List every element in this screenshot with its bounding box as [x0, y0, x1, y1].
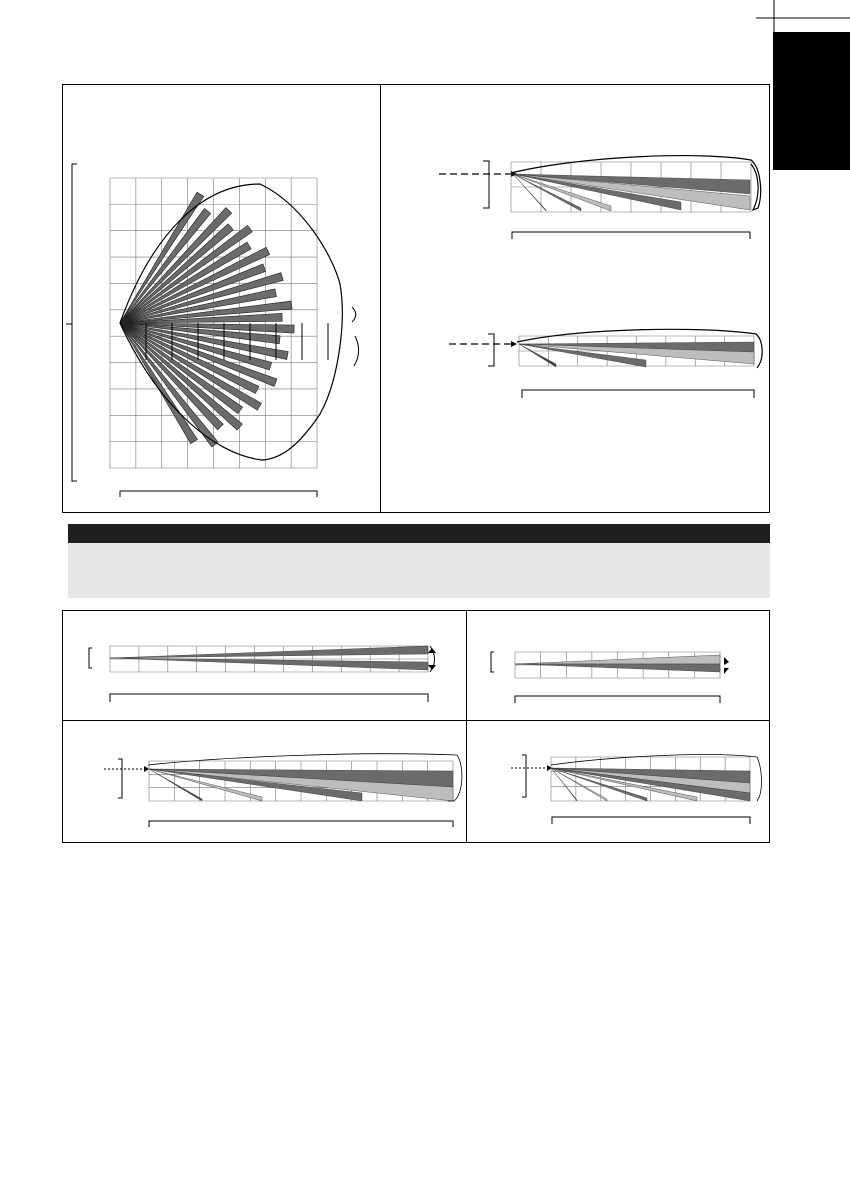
- height-bracket: [483, 161, 489, 208]
- long-range-side-view: [62, 721, 466, 843]
- distance-bracket: [515, 696, 720, 703]
- height-bracket: [118, 759, 122, 798]
- width-bracket: [89, 648, 92, 668]
- side-view-diagram-short: [381, 320, 770, 420]
- distance-bracket: [149, 821, 453, 827]
- height-bracket: [488, 334, 494, 366]
- height-bracket: [72, 164, 77, 481]
- distance-bracket: [512, 232, 750, 239]
- curtain-side-view: [467, 721, 770, 843]
- top-view-coverage-diagram: [62, 84, 380, 513]
- curtain-top-view: [467, 610, 770, 720]
- distance-bracket: [110, 694, 428, 702]
- distance-bracket: [522, 390, 754, 398]
- section-description-box: [68, 543, 770, 598]
- distance-bracket: [552, 817, 750, 824]
- side-view-diagram-long: [381, 84, 770, 264]
- long-range-top-view: [62, 610, 466, 720]
- width-bracket: [491, 652, 494, 672]
- section-header-bar: [68, 524, 770, 543]
- detection-beam: [110, 646, 428, 658]
- height-bracket: [522, 755, 526, 797]
- detection-beam: [110, 658, 428, 670]
- distance-bracket: [120, 491, 317, 497]
- section-tab-marker: [773, 32, 850, 170]
